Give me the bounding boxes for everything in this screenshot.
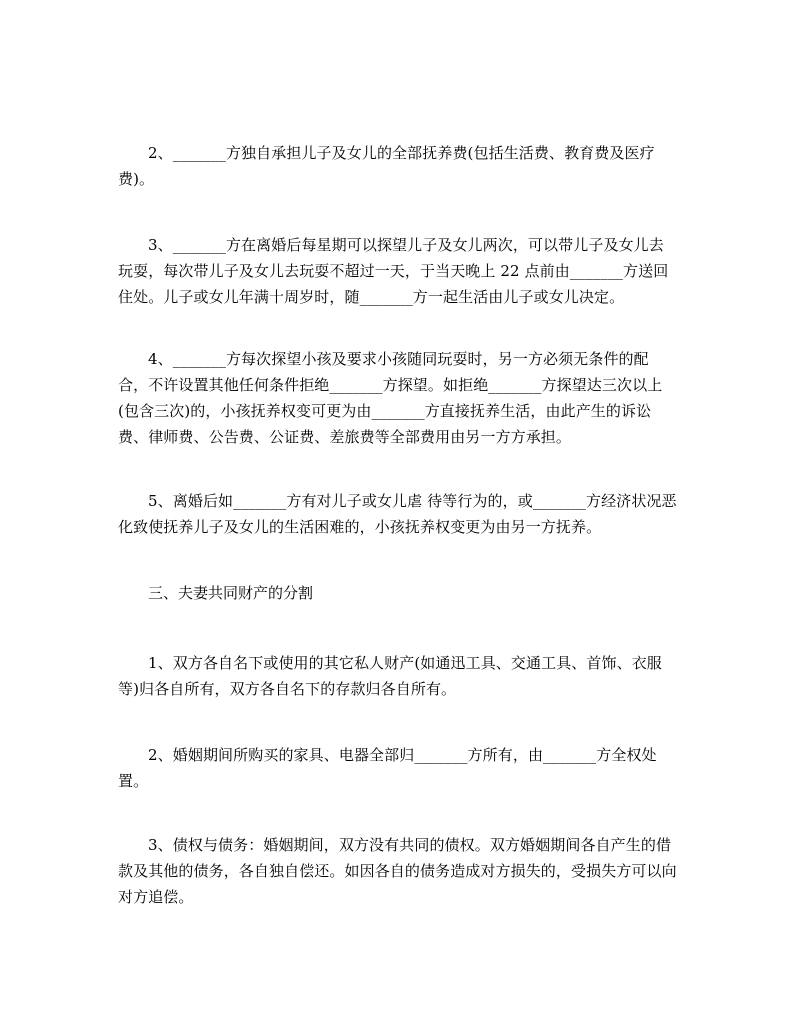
- section-heading-property-division: 三、夫妻共同财产的分割: [148, 584, 314, 602]
- paragraph-custody-change: 5、离婚后如_______方有对儿子或女儿虐 待等行为的，或_______方经济状况恶化致使抚养儿子及女儿的生活困难的，小孩抚养权变更为由另一方抚养。: [118, 492, 677, 536]
- paragraph-personal-property: 1、双方各自名下或使用的其它私人财产(如通迅工具、交通工具、首饰、衣服等)归各自所有，双方各自名下的存款归各自所有。: [118, 654, 662, 698]
- paragraph-debts-claims: 3、债权与债务：婚姻期间，双方没有共同的债权。双方婚姻期间各自产生的借款及其他的债务，各自独自偿还。如因各自的债务造成对方损失的，受损失方可以向对方追偿。: [118, 836, 677, 906]
- paragraph-visitation-cooperation: 4、_______方每次探望小孩及要求小孩随同玩耍时，另一方必须无条件的配合，不许设置其他任何条件拒绝_______方探望。如拒绝_______方探望达三次以上(包含三次)的，小孩抚养权变可更为由_______方直接抚养生活，由此产生的诉讼费、律师费、公告费、公证费、差旅费等全部费用由另一方方承担。: [118, 350, 663, 446]
- paragraph-child-support-cost: 2、_______方独自承担儿子及女儿的全部抚养费(包括生活费、教育费及医疗费)。: [118, 144, 655, 188]
- paragraph-furniture-appliances: 2、婚姻期间所购买的家具、电器全部归_______方所有，由_______方全权处置。: [118, 746, 657, 790]
- paragraph-visitation-rights: 3、_______方在离婚后每星期可以探望儿子及女儿两次，可以带儿子及女儿去玩耍，每次带儿子及女儿去玩耍不超过一天，于当天晚上 22 点前由_______方送回住处。儿子或女儿年满十周岁时，随_______方一起生活由儿子或女儿决定。: [118, 236, 669, 306]
